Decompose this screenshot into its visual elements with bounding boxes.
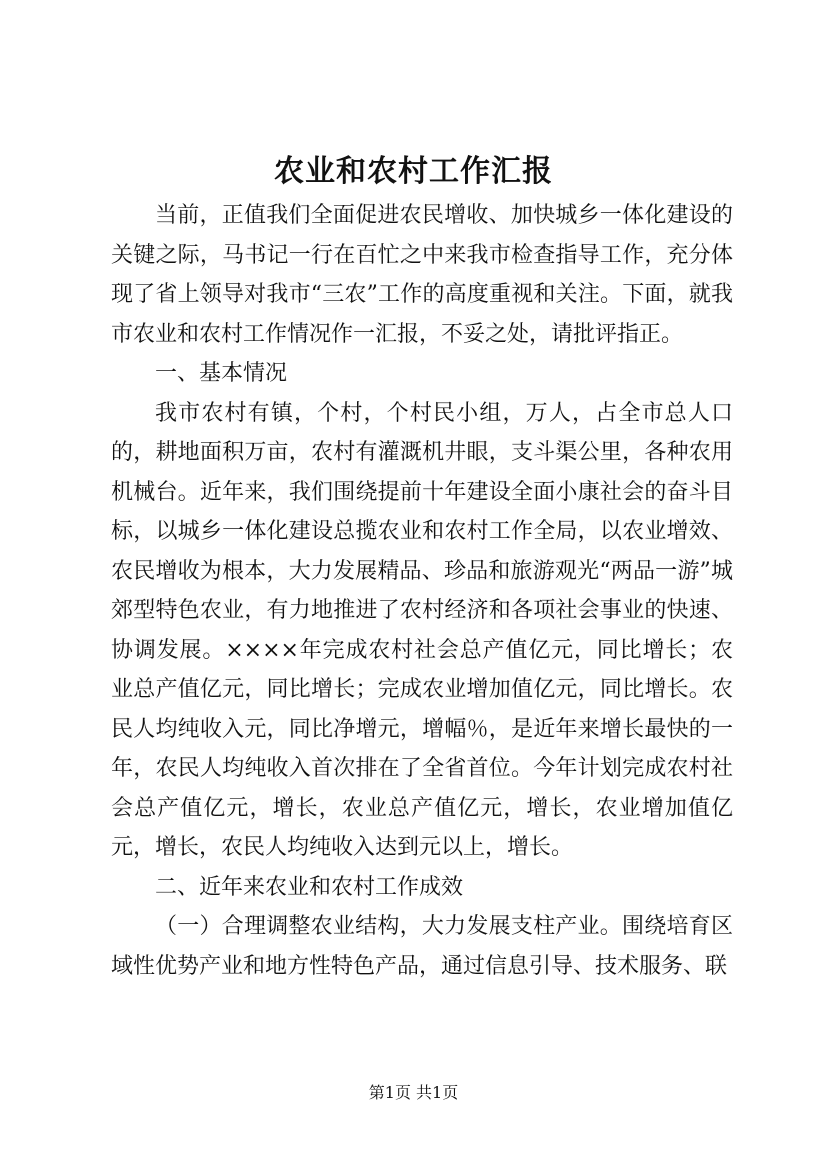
document-body xyxy=(111,196,733,986)
paragraph-structure-adjustment: （一）合理调整农业结构，大力发展支柱产业。围绕培育区域性优势产业和地方性特色产品，通过信息引导、技术服务、联 xyxy=(111,914,733,979)
section-heading-results: 二、近年来农业和农村工作成效 xyxy=(155,874,464,900)
section-heading-basic: 一、基本情况 xyxy=(155,361,288,386)
document-title: 农业和农村工作汇报 xyxy=(274,154,553,189)
paragraph-intro: 当前，正值我们全面促进农民增收、加快城乡一体化建设的关键之际，马书记一行在百忙之中来我市检查指导工作，充分体现了省上领导对我市“三农”工作的高度重视和关注。下面，就我市农业和农村工作情况作一汇报，不妥之处，请批评指正。 xyxy=(111,203,733,347)
paragraph-basic-situation: 我市农村有镇，个村，个村民小组，万人，占全市总人口的，耕地面积万亩，农村有灌溉机井眼，支斗渠公里，各种农用机械台。近年来，我们围绕提前十年建设全面小康社会的奋斗目标，以城乡一体化建设总揽农业和农村工作全局，以农业增效、农民增收为根本，大力发展精品、珍品和旅游观光“两品一游”城郊型特色农业，有力地推进了农村经济和各项社会事业的快速、协调发展。××××年完成农村社会总产值亿元，同比增长；农业总产值亿元，同比增长；完成农业增加值亿元，同比增长。农民人均纯收入元，同比净增元，增幅％，是近年来增长最快的一年，农民人均纯收入首次排在了全省首位。今年计划完成农村社会总产值亿元，增长，农业总产值亿元，增长，农业增加值亿元，增长，农民人均纯收入达到元以上，增长。 xyxy=(111,400,733,860)
page-footer: 第1页 共1页 xyxy=(368,1083,459,1102)
